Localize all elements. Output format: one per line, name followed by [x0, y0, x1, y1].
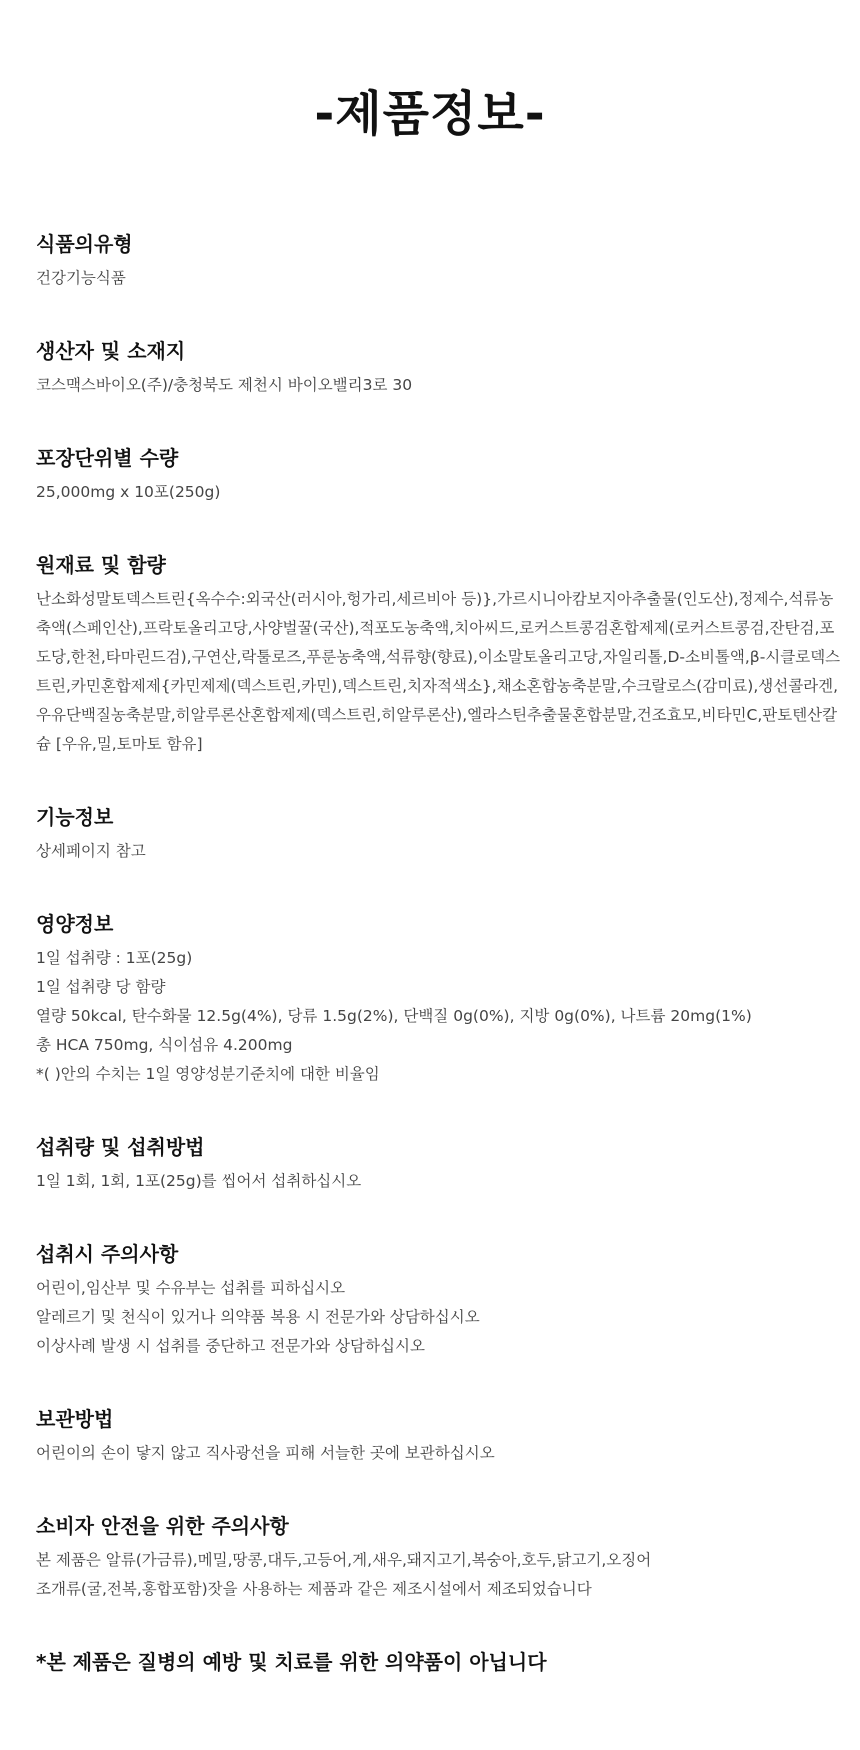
info-section	[36, 1405, 844, 1468]
section-heading: 섭취량 및 섭취방법	[36, 1135, 205, 1159]
info-section	[36, 444, 844, 507]
section-text-line: 25,000mg x 10포(250g)	[36, 483, 221, 501]
info-section	[36, 1240, 844, 1361]
section-text-line: 상세페이지 참고	[36, 842, 146, 860]
section-text-line: 총 HCA 750mg, 식이섬유 4.200mg	[36, 1036, 293, 1054]
section-text-line: 본 제품은 알류(가금류),메밀,땅콩,대두,고등어,게,새우,돼지고기,복숭아,호두,닭고기,오징어	[36, 1551, 652, 1569]
section-text-line: 건강기능식품	[36, 269, 126, 287]
info-section	[36, 1512, 844, 1604]
section-heading: 식품의유형	[36, 232, 133, 256]
section-text-line: 알레르기 및 천식이 있거나 의약품 복용 시 전문가와 상담하십시오	[36, 1308, 480, 1326]
info-section	[36, 910, 844, 1089]
section-heading: 생산자 및 소재지	[36, 339, 186, 363]
info-section	[36, 1133, 844, 1196]
section-body	[36, 1167, 844, 1196]
info-section-list	[36, 230, 844, 1604]
section-body	[36, 837, 844, 866]
section-heading: 기능정보	[36, 805, 114, 829]
section-heading: 포장단위별 수량	[36, 446, 179, 470]
info-section	[36, 551, 844, 759]
section-text-line: 1일 섭취량 당 함량	[36, 978, 166, 996]
product-info-content	[36, 230, 844, 1676]
section-text-line: *( )안의 수치는 1일 영양성분기준치에 대한 비율임	[36, 1065, 380, 1083]
section-text-line: 조개류(굴,전복,홍합포함)잣을 사용하는 제품과 같은 제조시설에서 제조되었습니다	[36, 1580, 592, 1598]
section-heading: 보관방법	[36, 1407, 114, 1431]
section-body	[36, 1439, 844, 1468]
info-section	[36, 337, 844, 400]
section-text-line: 이상사례 발생 시 섭취를 중단하고 전문가와 상담하십시오	[36, 1337, 425, 1355]
section-body	[36, 371, 844, 400]
section-text-line: 난소화성말토덱스트린{옥수수:외국산(러시아,헝가리,세르비아 등)},가르시니아캄보지아추출물(인도산),정제수,석류농축액(스페인산),프락토올리고당,사양벌꿀(국산),적포도농축액,치아씨드,로커스트콩검혼합제제(로커스트콩검,잔탄검,포도당,한천,타마린드검),구연산,락툴로즈,푸룬농축액,석류향(향료),이소말토올리고당,자일리톨,D-소비톨액,β-시클로덱스트린,카민혼합제제{카민제제(덱스트린,카민),덱스트린,치자적색소},채소혼합농축분말,수크랄로스(감미료),생선콜라겐,우유단백질농축분말,히알루론산혼합제제(덱스트린,히알루론산),엘라스틴추출물혼합분말,건조효모,비타민C,판토텐산칼슘 [우유,밀,토마토 함유]	[36, 590, 841, 753]
section-text-line: 어린이,임산부 및 수유부는 섭취를 피하십시오	[36, 1279, 346, 1297]
info-section	[36, 230, 844, 293]
section-body	[36, 264, 844, 293]
medical-disclaimer: *본 제품은 질병의 예방 및 치료를 위한 의약품이 아닙니다	[36, 1650, 547, 1674]
section-heading: 영양정보	[36, 912, 114, 936]
section-heading: 섭취시 주의사항	[36, 1242, 179, 1266]
section-text-line: 열량 50kcal, 탄수화물 12.5g(4%), 당류 1.5g(2%), 단백질 0g(0%), 지방 0g(0%), 나트륨 20mg(1%)	[36, 1007, 752, 1025]
section-body	[36, 1274, 844, 1361]
section-body	[36, 1546, 844, 1604]
section-text-line: 어린이의 손이 닿지 않고 직사광선을 피해 서늘한 곳에 보관하십시오	[36, 1444, 495, 1462]
section-heading: 소비자 안전을 위한 주의사항	[36, 1514, 289, 1538]
page-title: -제품정보-	[314, 86, 546, 142]
section-body	[36, 585, 844, 759]
section-body	[36, 478, 844, 507]
section-body	[36, 944, 844, 1089]
section-text-line: 코스맥스바이오(주)/충청북도 제천시 바이오밸리3로 30	[36, 376, 413, 394]
section-text-line: 1일 섭취량 : 1포(25g)	[36, 949, 193, 967]
section-text-line: 1일 1회, 1회, 1포(25g)를 씹어서 섭취하십시오	[36, 1172, 362, 1190]
info-section	[36, 803, 844, 866]
section-heading: 원재료 및 함량	[36, 553, 166, 577]
